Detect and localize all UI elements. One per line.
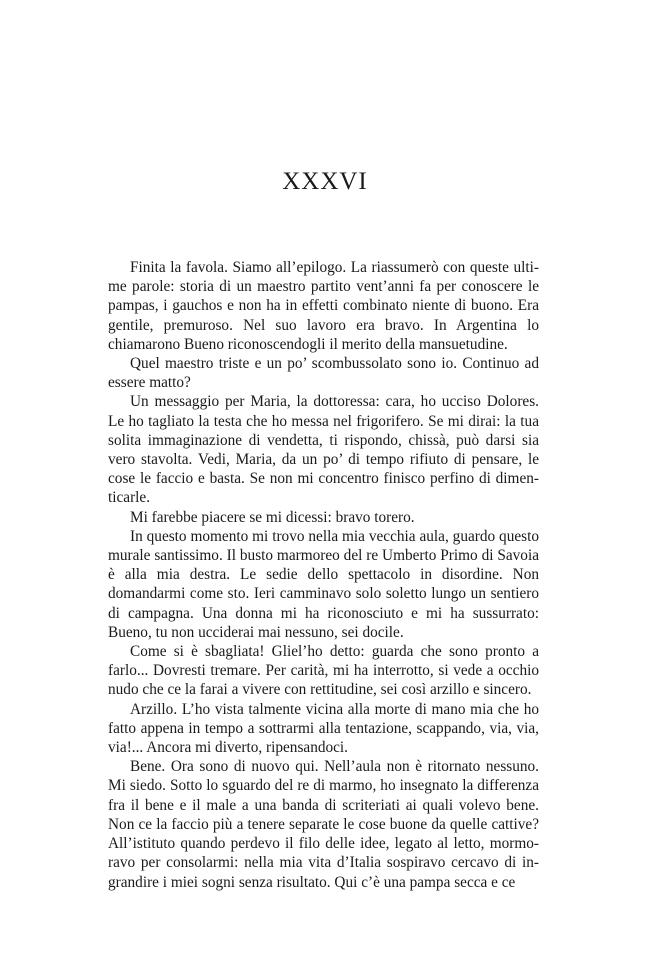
paragraph: Come si è sbagliata! Gliel’ho detto: guarda che sono pronto a farlo... Dovresti tremare. Per carità, mi ha interrotto, si vede a occhio nudo che ce la farai a vivere con rettitudine, sei così arzillo e sincero. — [108, 643, 539, 699]
paragraph: Arzillo. L’ho vista talmente vicina alla morte di mano mia che ho fatto appena in tempo a sottrarmi alla tentazione, scappando, via, via, via!... Ancora mi diverto, ripensandoci. — [108, 700, 539, 757]
paragraph: Un messaggio per Maria, la dottoressa: cara, ho ucciso Dolores. Le ho tagliato la testa che ho messa nel frigorifero. Se mi dirai: la tua solita immaginazione di vendetta, ti rispondo, chissà, può darsi sia vero stavolta. Vedi, Maria, da un po’ di tempo rifiuto di pensare, le cose le faccio e basta. Se non mi concentro finisco perfino di dimenticarle. — [108, 393, 539, 507]
paragraph: Quel maestro triste e un po’ scombussolato sono io. Continuo ad essere matto? — [108, 355, 539, 392]
paragraph: Mi farebbe piacere se mi dicessi: bravo torero. — [130, 508, 415, 526]
chapter-text — [108, 258, 539, 892]
paragraph: Bene. Ora sono di nuovo qui. Nell’aula non è ritornato nessuno. Mi siedo. Sotto lo sguardo del re di marmo, ho insegnato la differenza fra il bene e il male a una banda di scriteriati ai quali volevo bene. Non ce la faccio più a tenere separate le cose buone da quelle cattive? All’istituto quando perdevo il filo delle idee, legato al letto, mormoravo per consolarmi: nella mia vita d’Italia sospiravo cercavo di ingrandire i miei sogni senza risultato. Qui c’è una pampa secca e ce — [108, 758, 539, 891]
paragraph: Finita la favola. Siamo all’epilogo. La riassumerò con queste ultime parole: storia di un maestro partito vent’anni fa per conoscere le pampas, i gauchos e non ha in effetti combinato niente di buono. Era gentile, premuroso. Nel suo lavoro era bravo. In Argentina lo chiamarono Bueno riconoscendogli il merito della mansuetudine. — [108, 259, 539, 353]
paragraph: In questo momento mi trovo nella mia vecchia aula, guardo questo murale santissimo. Il busto marmoreo del re Umberto Primo di Savoia è alla mia destra. Le sedie dello spettacolo in disordine. Non domandarmi come sto. Ieri camminavo solo soletto lungo un sentiero di campagna. Una donna mi ha riconosciuto e mi ha sussurrato: Bueno, tu non ucciderai mai nessuno, sei docile. — [108, 527, 539, 641]
chapter-title: XXXVI — [282, 168, 368, 195]
